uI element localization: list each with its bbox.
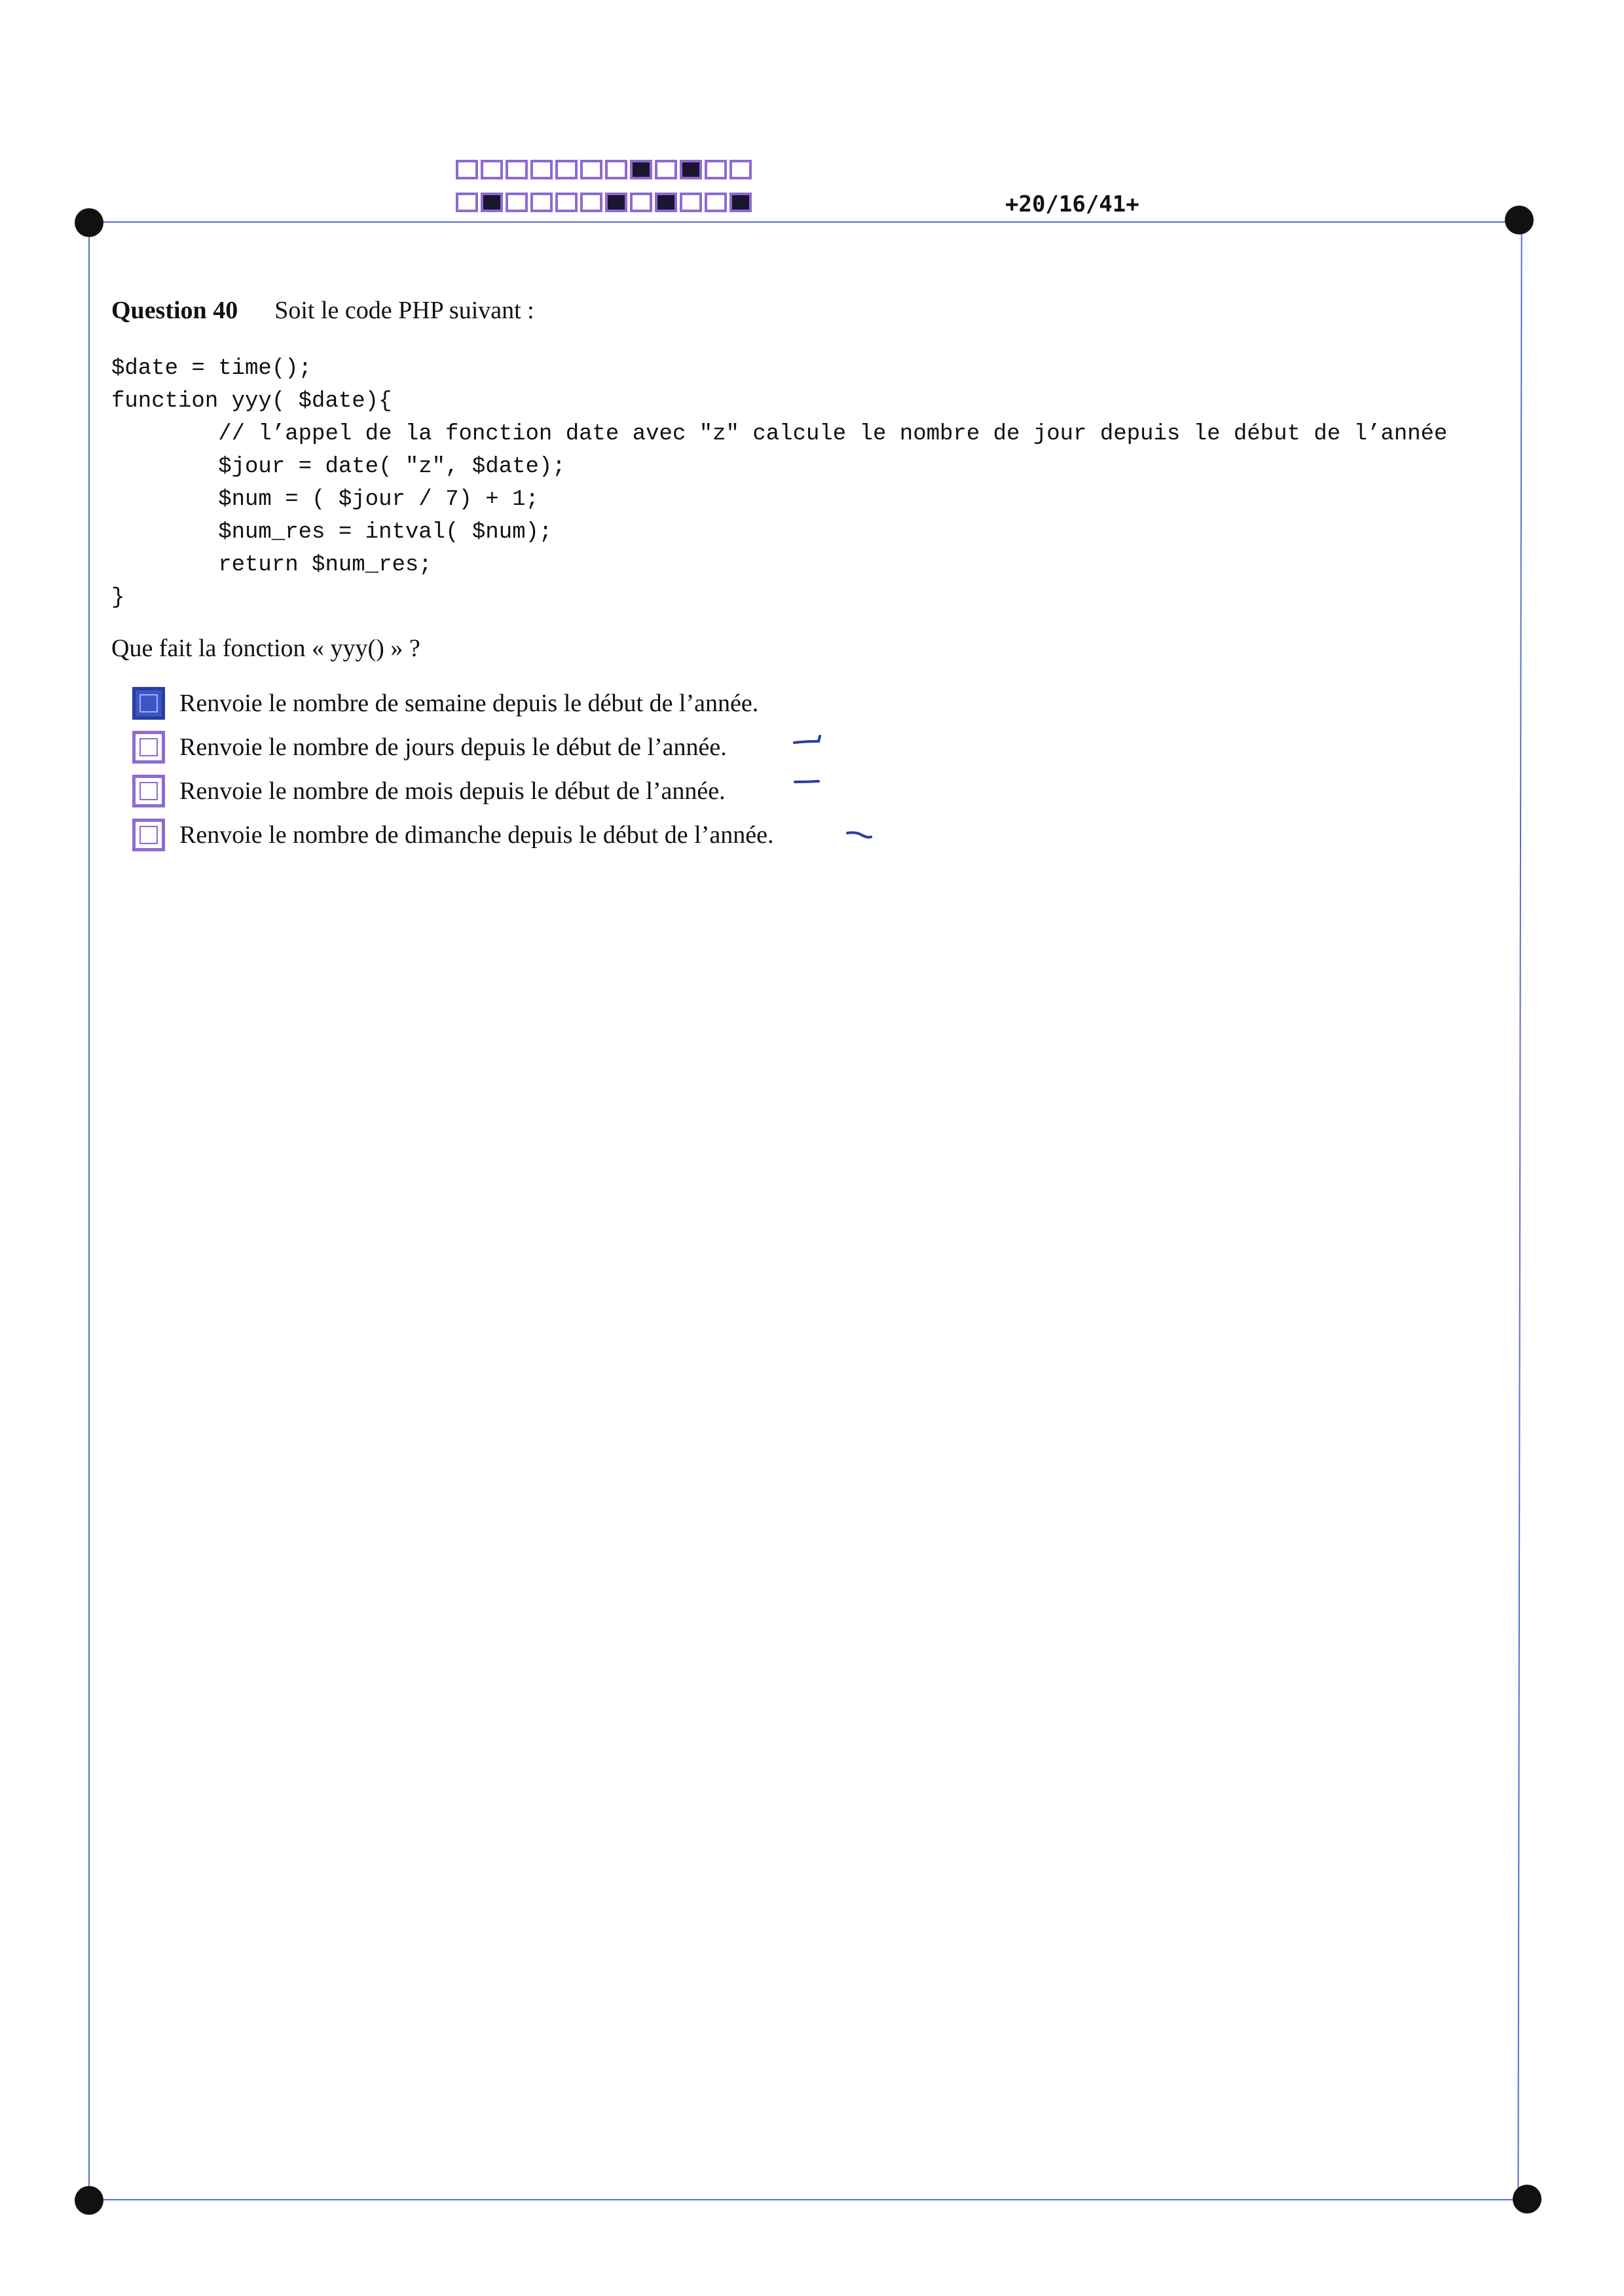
sheet-code-box [680, 193, 702, 212]
code-line: $num_res = intval( $num); [111, 520, 553, 545]
sheet-id-code: +20/16/41+ [1005, 191, 1139, 217]
question-title: Soit le code PHP suivant : [274, 297, 534, 324]
corner-mark-top-right [1505, 206, 1534, 234]
pen-mark-icon [792, 775, 822, 788]
sheet-code-box [506, 193, 528, 212]
question-header [111, 296, 534, 325]
corner-mark-bottom-right [1513, 2185, 1541, 2213]
answer-text-3: Renvoie le nombre de mois depuis le début de l’année. [179, 777, 726, 805]
pen-mark-icon [845, 828, 875, 842]
question-prompt: Que fait la fonction « yyy() » ? [111, 635, 420, 662]
sheet-code-box [456, 193, 478, 212]
frame-left-line [88, 221, 90, 2200]
sheet-code-box [580, 160, 602, 179]
answer-option-3[interactable] [132, 774, 726, 808]
answer-checkbox-4[interactable] [132, 819, 165, 851]
pen-mark-icon [792, 732, 825, 748]
sheet-code-box [705, 160, 727, 179]
code-line: return $num_res; [111, 553, 432, 578]
code-line: $date = time(); [111, 356, 312, 381]
sheet-code-box [630, 193, 652, 212]
corner-mark-top-left [75, 208, 103, 237]
sheet-code-box [580, 193, 602, 212]
sheet-code-box [605, 193, 627, 212]
sheet-code-box [456, 160, 478, 179]
sheet-code-box [481, 160, 503, 179]
sheet-code-row-1 [456, 160, 754, 179]
sheet-code-box [705, 193, 727, 212]
sheet-code-box [630, 160, 652, 179]
answer-option-1[interactable] [132, 686, 758, 720]
answer-checkbox-3[interactable] [132, 775, 165, 807]
frame-bottom-line [89, 2199, 1527, 2200]
frame-right-line [1517, 221, 1522, 2200]
frame-top-line [89, 221, 1521, 223]
answer-text-2: Renvoie le nombre de jours depuis le début de l’année. [179, 733, 727, 761]
sheet-code-box [481, 193, 503, 212]
sheet-code-box [729, 193, 752, 212]
code-line: } [111, 585, 125, 610]
answer-checkbox-2[interactable] [132, 731, 165, 764]
sheet-code-box [555, 160, 578, 179]
sheet-code-box [729, 160, 752, 179]
question-label: Question 40 [111, 297, 238, 324]
sheet-code-row-2 [456, 193, 754, 212]
code-line: $jour = date( "z", $date); [111, 454, 566, 479]
code-line: // l’appel de la fonction date avec "z" calcule le nombre de jour depuis le début de l’année [111, 422, 1448, 447]
sheet-code-box [530, 160, 553, 179]
sheet-code-box [530, 193, 553, 212]
answer-checkbox-1[interactable] [132, 687, 165, 720]
sheet-code-box [555, 193, 578, 212]
php-code-block [111, 352, 1447, 614]
answer-text-4: Renvoie le nombre de dimanche depuis le début de l’année. [179, 821, 774, 849]
sheet-code-box [506, 160, 528, 179]
code-line: function yyy( $date){ [111, 389, 392, 414]
corner-mark-bottom-left [75, 2186, 103, 2215]
sheet-code-box [655, 160, 677, 179]
sheet-code-box [655, 193, 677, 212]
answer-option-4[interactable] [132, 818, 773, 852]
answer-text-1: Renvoie le nombre de semaine depuis le début de l’année. [179, 690, 759, 717]
code-line: $num = ( $jour / 7) + 1; [111, 487, 539, 512]
sheet-code-box [605, 160, 627, 179]
answer-option-2[interactable] [132, 730, 727, 764]
sheet-code-box [680, 160, 702, 179]
